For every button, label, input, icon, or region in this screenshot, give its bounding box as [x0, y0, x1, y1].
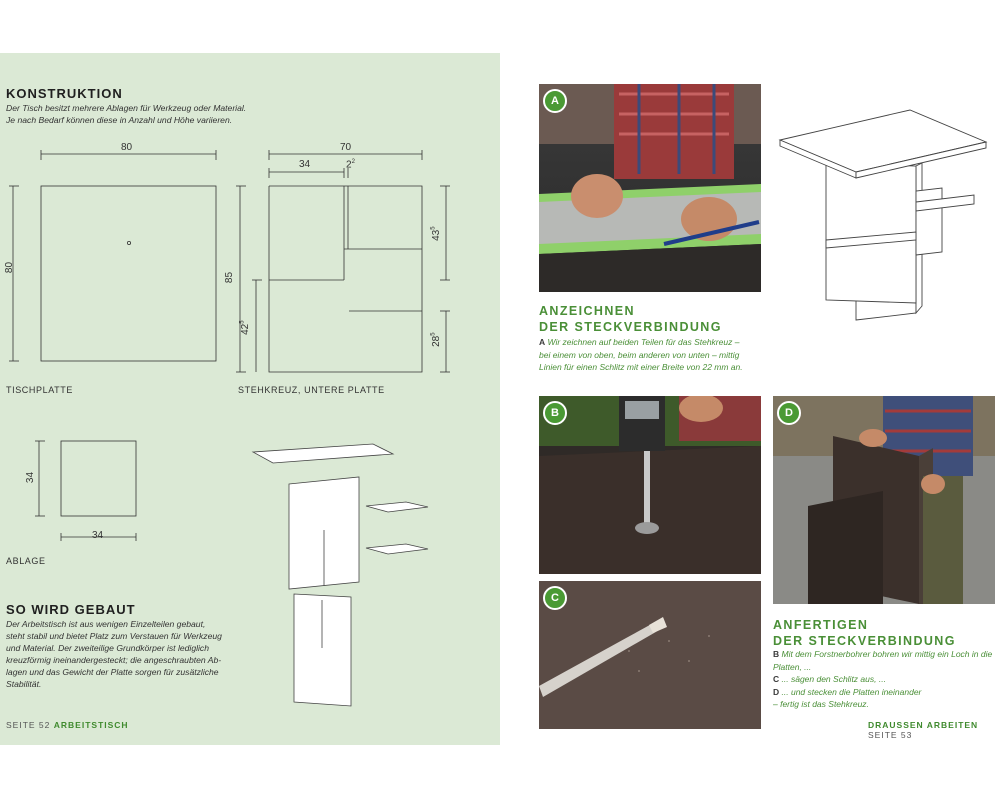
- anfertigen-c-letter: C: [773, 674, 780, 684]
- dim-steh-43-sup: 5: [430, 226, 437, 230]
- konstruktion-line-2: Je nach Bedarf können diese in Anzahl und Höhe variieren.: [6, 115, 233, 125]
- gebaut-line-5: lagen und das Gewicht der Platte sorgen für zusätzliche: [6, 667, 219, 677]
- dim-steh-42-value: 42: [239, 323, 251, 335]
- table-drawing: [770, 100, 1000, 340]
- dim-steh-28-sup: 5: [430, 332, 437, 336]
- gebaut-line-6: Stabilität.: [6, 679, 42, 689]
- anzeichnen-title-line-1: ANZEICHNEN: [539, 304, 635, 318]
- dim-steh-width: 70: [340, 142, 352, 153]
- konstruktion-line-1: Der Tisch besitzt mehrere Ablagen für Werkzeug oder Material.: [6, 103, 247, 113]
- dim-steh-2: [346, 159, 355, 170]
- footer-left-chapter: ARBEITSTISCH: [53, 720, 129, 730]
- anzeichnen-title: [539, 303, 722, 335]
- anzeichnen-caption: [539, 336, 769, 374]
- anfertigen-title: [773, 617, 956, 649]
- tischplatte-rect: [41, 186, 216, 361]
- gebaut-title: SO WIRD GEBAUT: [6, 602, 136, 617]
- anzeichnen-line-3: Linien für einen Schlitz mit einer Breite von 22 mm an.: [539, 362, 743, 372]
- anzeichnen-line-2: bei einem von oben, beim anderen von unten – mittig: [539, 349, 740, 360]
- anzeichnen-letter: A: [539, 337, 546, 347]
- anfertigen-title-line-2: DER STECKVERBINDUNG: [773, 634, 956, 648]
- konstruktion-title: KONSTRUKTION: [6, 86, 123, 101]
- anfertigen-d-line-2: – fertig ist das Stehkreuz.: [773, 699, 869, 709]
- anfertigen-d-letter: D: [773, 686, 780, 697]
- dim-steh-43: [431, 226, 442, 240]
- label-ablage: ABLAGE: [6, 556, 46, 566]
- gebaut-text: [6, 618, 246, 690]
- dim-steh-34: 34: [299, 159, 311, 170]
- ablage-rect: [61, 441, 136, 516]
- label-stehkreuz: STEHKREUZ, UNTERE PLATTE: [238, 385, 385, 395]
- exploded-shelf-2: [366, 544, 428, 554]
- photo-b: [539, 396, 761, 574]
- dim-ablage-width: 34: [92, 530, 104, 541]
- anzeichnen-line-1: Wir zeichnen auf beiden Teilen für das Stehkreuz –: [547, 337, 740, 347]
- dim-tisch-height: 80: [4, 261, 16, 274]
- badge-c: C: [543, 586, 567, 610]
- dim-steh-43-value: 43: [430, 229, 442, 241]
- exploded-top: [253, 444, 393, 463]
- footer-right-chapter: DRAUSSEN ARBEITEN: [868, 720, 979, 730]
- badge-a: A: [543, 89, 567, 113]
- dim-tisch-width: 80: [121, 142, 133, 153]
- anfertigen-b-line-2: Platten, ...: [773, 661, 812, 672]
- gebaut-line-2: steht stabil und bietet Platz zum Verstauen für Werkzeug: [6, 631, 222, 641]
- footer-right: [868, 720, 1000, 740]
- anfertigen-title-line-1: ANFERTIGEN: [773, 618, 869, 632]
- dim-steh-42: [240, 320, 251, 334]
- dim-steh-2-value: 2: [346, 159, 352, 171]
- dim-steh-28-value: 28: [430, 335, 442, 347]
- gebaut-line-1: Der Arbeitstisch ist aus wenigen Einzelteilen gebaut,: [6, 619, 206, 629]
- photo-a: [539, 84, 761, 292]
- footer-right-page-number: SEITE 53: [868, 730, 913, 740]
- dim-steh-2-sup: 2: [351, 159, 355, 165]
- exploded-panel-lower: [294, 594, 351, 706]
- anfertigen-d-line-1: ... und stecken die Platten ineinander: [781, 686, 922, 697]
- label-tischplatte: TISCHPLATTE: [6, 385, 73, 395]
- footer-left: [6, 720, 129, 730]
- gebaut-line-3: und Material. Der zweiteilige Grundkörper ist lediglich: [6, 643, 209, 653]
- photo-c: [539, 581, 761, 729]
- badge-d: D: [777, 401, 801, 425]
- dim-steh-85: 85: [224, 271, 236, 284]
- tischplatte-hole: [127, 241, 130, 244]
- anfertigen-c-line: ... sägen den Schlitz aus, ...: [781, 674, 886, 684]
- dim-ablage-height: 34: [25, 471, 37, 484]
- stehkreuz-outline: [269, 186, 422, 372]
- gebaut-line-4: kreuzförmig ineinandergesteckt; die angeschraubten Ab-: [6, 655, 222, 665]
- anzeichnen-title-line-2: DER STECKVERBINDUNG: [539, 320, 722, 334]
- footer-left-page-number: SEITE 52: [6, 720, 51, 730]
- dim-steh-28: [431, 332, 442, 346]
- photo-d: [773, 396, 995, 604]
- anfertigen-b-line-1: Mit dem Forstnerbohrer bohren wir mittig ein Loch in die: [781, 649, 993, 659]
- anfertigen-b-letter: B: [773, 649, 780, 659]
- anfertigen-caption: [773, 648, 998, 711]
- badge-b: B: [543, 401, 567, 425]
- dim-steh-42-sup: 5: [239, 320, 246, 324]
- exploded-shelf-1: [366, 502, 428, 512]
